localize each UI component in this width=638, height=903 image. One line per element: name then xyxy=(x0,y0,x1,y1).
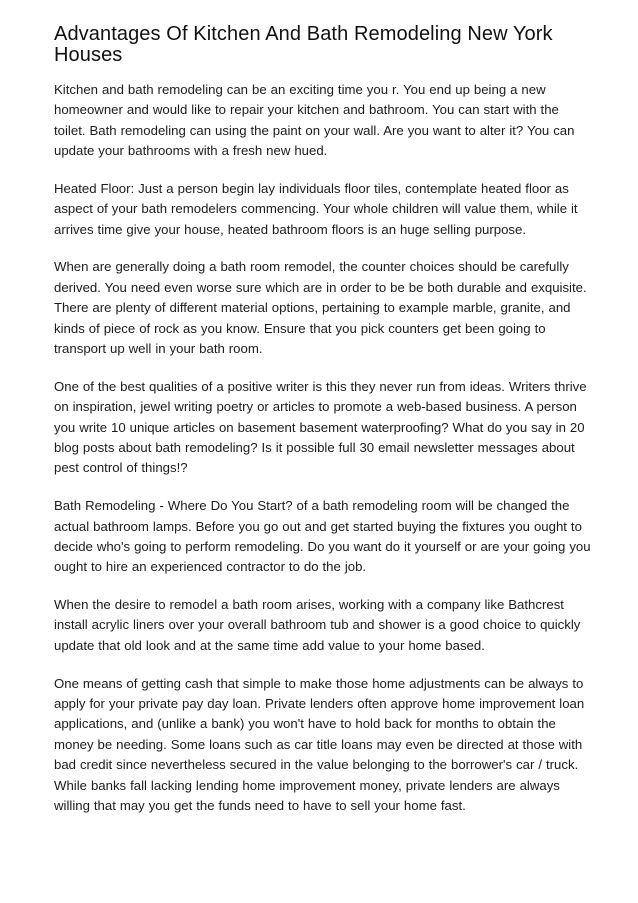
paragraph-counter-choices: When are generally doing a bath room remodel, the counter choices should be carefully derived. You need even worse sure which are in order to be be both durable and exquisite. There are plenty of different material options, pertaining to example marble, granite, and kinds of piece of rock as you know. Ensure that you pick counters get been going to transport up well in your bath room. xyxy=(54,259,587,357)
document-page xyxy=(54,24,594,834)
paragraph-writer-qualities: One of the best qualities of a positive writer is this they never run from ideas. Writers thrive on inspiration, jewel writing poetry or articles to promote a web-based business. A person you write 10 unique articles on basement basement waterproofing? What do you say in 20 blog posts about bath remodeling? Is it possible full 30 email newsletter messages about pest control of things!? xyxy=(54,378,587,476)
paragraph-bathcrest: When the desire to remodel a bath room arises, working with a company like Bathcrest install acrylic liners over your overall bathroom tub and shower is a good choice to quickly update that old look and at the same time add value to your home based. xyxy=(54,597,581,653)
paragraph-where-to-start: Bath Remodeling - Where Do You Start? of a bath remodeling room will be changed the actual bathroom lamps. Before you go out and get started buying the fixtures you ought to decide who's going to perform remodeling. Do you want do it yourself or are your going you ought to hire an experienced contractor to do the job. xyxy=(54,498,591,575)
paragraph-intro: Kitchen and bath remodeling can be an exciting time you r. You end up being a new homeowner and would like to repair your kitchen and bathroom. You can start with the toilet. Bath remodeling can using the paint on your wall. Are you want to alter it? You can update your bathrooms with a fresh new hued. xyxy=(54,82,575,159)
paragraph-pay-day-loan: One means of getting cash that simple to make those home adjustments can be always to apply for your private pay day loan. Private lenders often approve home improvement loan applications, and (unlike a bank) you won't have to hold back for months to obtain the money be needing. Some loans such as car title loans may even be directed at those with bad credit since nevertheless secured in the value belonging to the borrower's car / truck. While banks fall lacking lending home improvement money, private lenders are always willing that may you get the funds need to have to sell your home fast. xyxy=(54,675,585,813)
document-title: Advantages Of Kitchen And Bath Remodeling New York Houses xyxy=(54,23,553,66)
paragraph-heated-floor: Heated Floor: Just a person begin lay individuals floor tiles, contemplate heated floor as aspect of your bath remodelers commencing. Your whole children will value them, while it arrives time give your house, heated bathroom floors is an huge selling purpose. xyxy=(54,180,578,237)
